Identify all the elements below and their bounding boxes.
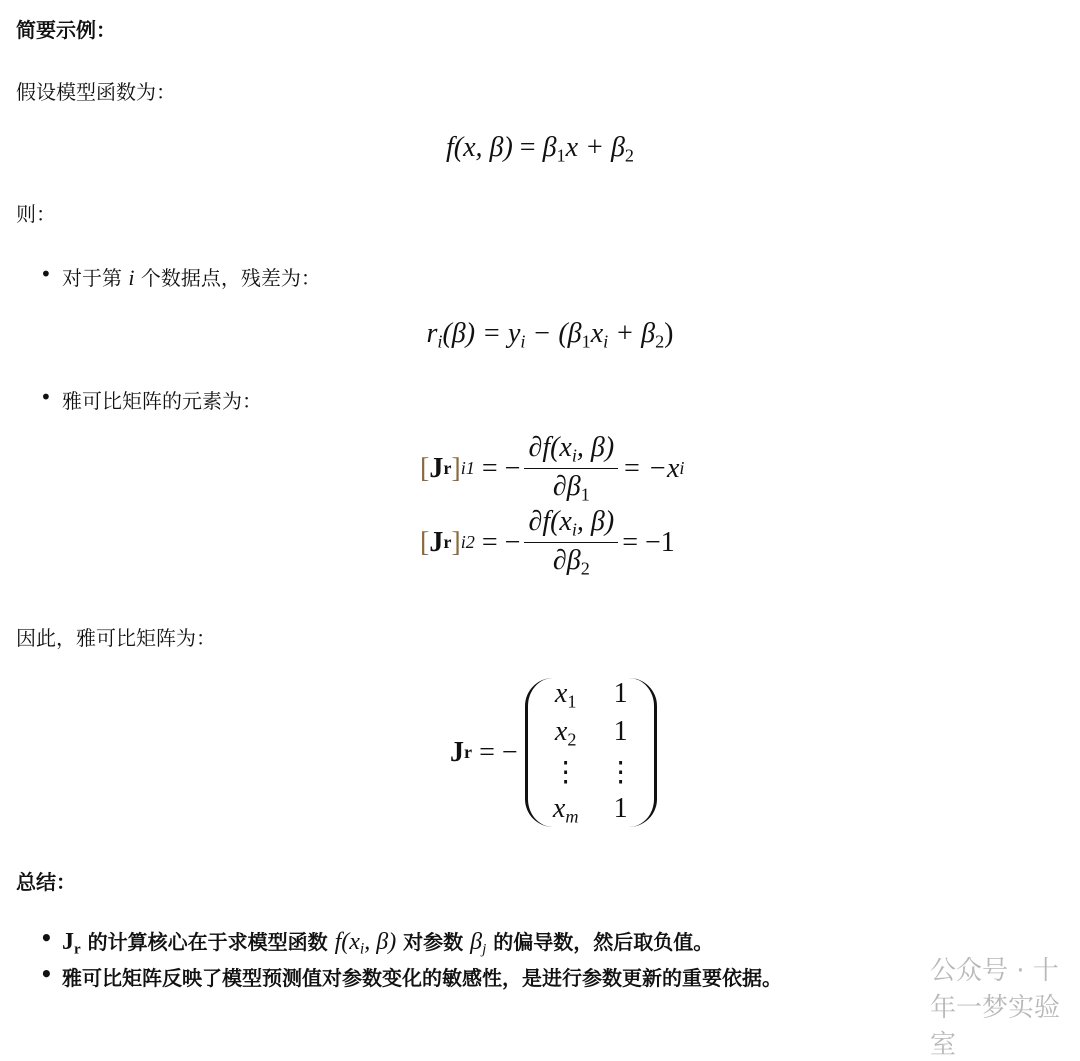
summary-item-1: • $J_r$ 的计算核心在于求模型函数 $f(x_i$, β) 对参数 $\beta_j$ 的偏导数，然后取负值。 bbox=[40, 926, 713, 959]
matrix-cell: $x_m$ bbox=[552, 792, 579, 827]
matrix-cell: $x_1$ bbox=[554, 678, 577, 712]
summary-heading: 总结： bbox=[16, 870, 76, 894]
model-formula: f(x, $\beta) = \beta_1x + \beta_2$ bbox=[445, 132, 635, 166]
matrix-cell: 1 bbox=[613, 716, 628, 748]
residual-formula: $r_i(\beta) = y_i - (\beta_1x_i + \beta_2)$ bbox=[426, 318, 674, 352]
watermark: 公众号 · 十年一梦实验室 bbox=[930, 956, 1061, 1060]
matrix-cell: 1 bbox=[613, 678, 628, 709]
jacobian-matrix: J r = − $x_1$ 1 $x_2$ 1 ⋮ ⋮ $x_m$ 1 bbox=[450, 678, 657, 827]
therefore-text: 因此，雅可比矩阵为： bbox=[16, 626, 216, 650]
jacobian-row-2: [ J r ] i2 = − $\frac{\partial f(x_i, \beta)}{\partial\beta_2}$ = −1 bbox=[420, 505, 675, 579]
section-heading: 简要示例： bbox=[16, 18, 116, 42]
matrix-body bbox=[525, 678, 657, 827]
jacobian-elements bbox=[420, 432, 684, 580]
matrix-cell: $x_2$ bbox=[554, 716, 577, 750]
bullet-jacobian: • 雅可比矩阵的元素为： bbox=[40, 385, 262, 414]
matrix-cell: ⋮ bbox=[551, 756, 580, 788]
then-text: 则： bbox=[16, 202, 56, 226]
intro-text: 假设模型函数为： bbox=[16, 80, 176, 104]
matrix-cell: ⋮ bbox=[606, 756, 635, 788]
matrix-cell: 1 bbox=[613, 792, 628, 824]
bullet-residual: • 对于第 i 个数据点，残差为： bbox=[40, 262, 321, 291]
summary-item-2: • 雅可比矩阵反映了模型预测值对参数变化的敏感性，是进行参数更新的重要依据。 bbox=[40, 962, 782, 991]
jacobian-row-1: [ J r ] i1 = − $\frac{\partial f(x_i, \beta)}{\partial\beta_1}$ = −x i bbox=[420, 432, 685, 505]
